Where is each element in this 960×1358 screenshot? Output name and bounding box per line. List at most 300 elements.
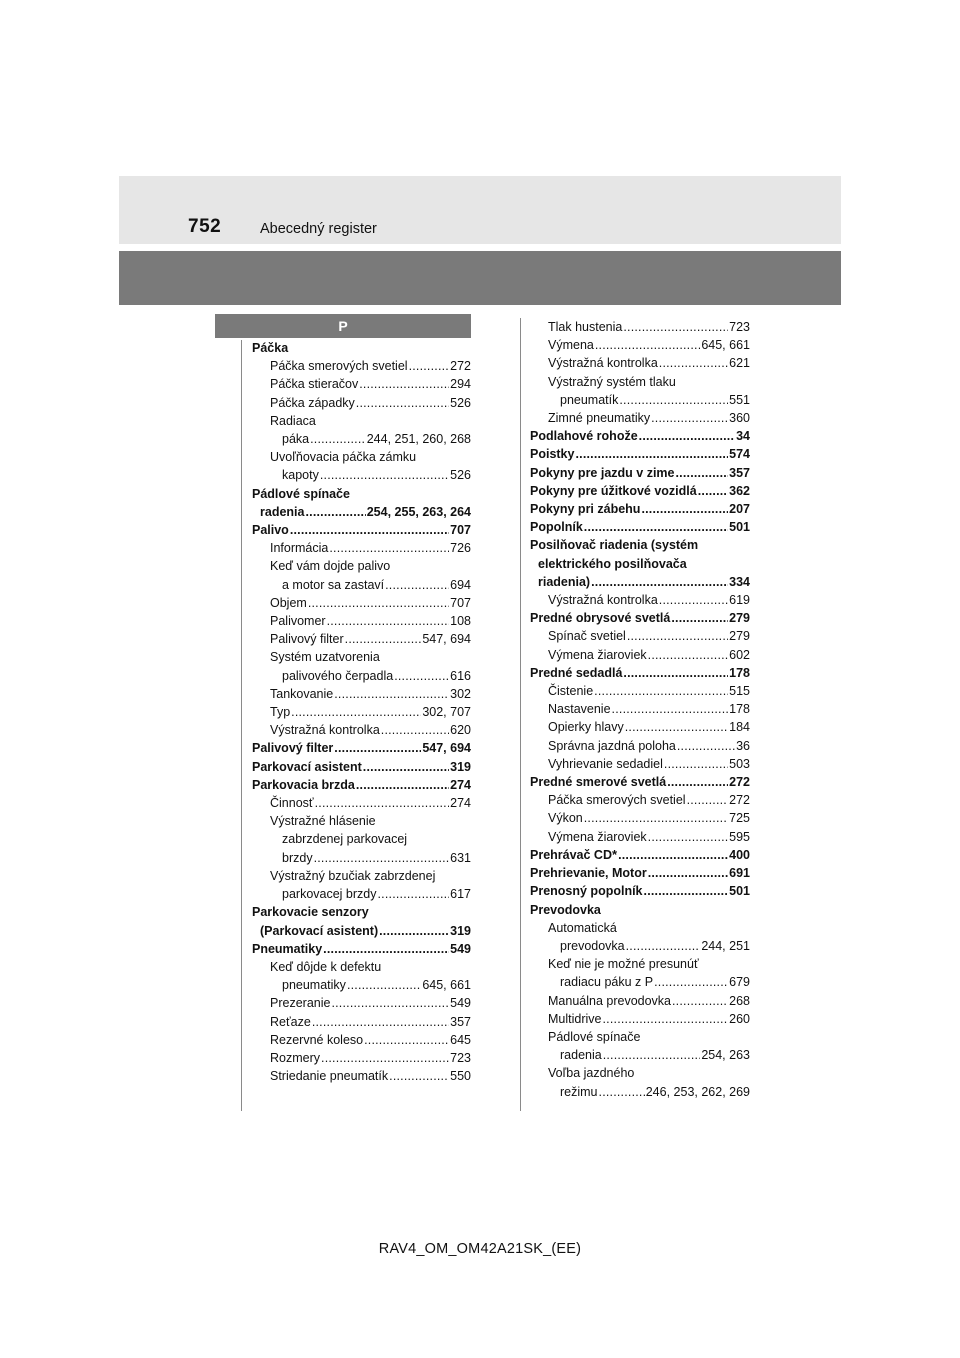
dot-leader bbox=[385, 576, 449, 594]
index-entry bbox=[252, 976, 471, 994]
entry-term: Multidrive bbox=[548, 1011, 602, 1026]
dot-leader bbox=[320, 466, 449, 484]
index-entry bbox=[530, 955, 750, 973]
entry-term: Výkon bbox=[548, 811, 583, 826]
entry-page-ref: 244, 251, 260, 268 bbox=[366, 432, 471, 447]
dot-leader bbox=[329, 539, 449, 557]
index-entry bbox=[252, 885, 471, 903]
entry-term: Páčka smerových svetiel bbox=[548, 793, 686, 808]
index-entry bbox=[530, 755, 750, 773]
entry-page-ref: 334 bbox=[729, 574, 750, 589]
entry-page-ref: 268 bbox=[729, 993, 750, 1008]
index-entry bbox=[530, 464, 750, 482]
entry-page-ref: 707 bbox=[450, 595, 471, 610]
entry-page-ref: 501 bbox=[729, 520, 750, 535]
index-entry bbox=[252, 667, 471, 685]
index-entry bbox=[530, 591, 750, 609]
index-entry bbox=[252, 812, 471, 830]
index-entry bbox=[252, 721, 471, 739]
index-entry bbox=[530, 1064, 750, 1082]
entry-page-ref: 621 bbox=[729, 356, 750, 371]
entry-page-ref: 279 bbox=[729, 629, 750, 644]
index-entry bbox=[252, 1049, 471, 1067]
column-rule-left bbox=[241, 340, 242, 1111]
index-entry bbox=[252, 922, 471, 940]
index-entry bbox=[252, 830, 471, 848]
entry-page-ref: 619 bbox=[729, 593, 750, 608]
entry-term: Tlak hustenia bbox=[548, 320, 623, 334]
entry-term: Prehrievanie, Motor bbox=[530, 866, 647, 881]
index-entry bbox=[530, 354, 750, 372]
entry-page-ref: 254, 255, 263, 264 bbox=[366, 504, 471, 519]
dot-leader bbox=[314, 849, 450, 867]
dot-leader bbox=[687, 791, 729, 809]
entry-page-ref: 679 bbox=[729, 975, 750, 990]
entry-page-ref: 526 bbox=[450, 395, 471, 410]
entry-term: Predné smerové svetlá bbox=[530, 775, 667, 790]
entry-term: Pokyny pre úžitkové vozidlá bbox=[530, 483, 697, 498]
entry-page-ref: 108 bbox=[450, 614, 471, 629]
entry-term: Keď nie je možné presunúť bbox=[548, 957, 699, 972]
index-entry bbox=[252, 685, 471, 703]
entry-page-ref: 274 bbox=[450, 777, 471, 792]
dot-leader bbox=[356, 776, 449, 794]
entry-term: Parkovací asistent bbox=[252, 759, 362, 774]
entry-page-ref: 362 bbox=[729, 483, 750, 498]
index-entry bbox=[530, 882, 750, 900]
entry-term: Výstražný bzučiak zabrzdenej bbox=[270, 868, 436, 883]
dot-leader bbox=[305, 503, 365, 521]
entry-term: Popolník bbox=[530, 520, 583, 535]
entry-term: Pádlové spínače bbox=[548, 1029, 641, 1044]
dot-leader bbox=[612, 700, 729, 718]
index-entry bbox=[530, 609, 750, 627]
entry-page-ref: 244, 251 bbox=[701, 938, 750, 953]
dot-leader bbox=[334, 739, 421, 757]
entry-page-ref: 574 bbox=[729, 447, 750, 462]
entry-page-ref: 723 bbox=[450, 1050, 471, 1065]
entry-page-ref: 547, 694 bbox=[422, 632, 471, 647]
entry-page-ref: 294 bbox=[450, 377, 471, 392]
entry-term: Čistenie bbox=[548, 684, 594, 699]
dot-leader bbox=[667, 773, 728, 791]
index-entry bbox=[530, 700, 750, 718]
entry-page-ref: 645, 661 bbox=[422, 978, 471, 993]
entry-term: Prehrávač CD bbox=[530, 847, 612, 862]
dot-leader bbox=[308, 594, 449, 612]
entry-page-ref: 207 bbox=[729, 502, 750, 517]
index-entry bbox=[252, 394, 471, 412]
index-entry bbox=[252, 867, 471, 885]
dot-leader bbox=[659, 591, 728, 609]
dot-leader bbox=[312, 1013, 449, 1031]
index-entry bbox=[252, 521, 471, 539]
index-entry bbox=[252, 994, 471, 1012]
entry-page-ref: 360 bbox=[729, 411, 750, 426]
dot-leader bbox=[347, 976, 421, 994]
entry-term: Výstražná kontrolka bbox=[270, 723, 380, 738]
entry-page-ref: 551 bbox=[729, 392, 750, 407]
entry-term: (Parkovací asistent) bbox=[260, 923, 379, 938]
entry-term: Informácia bbox=[270, 541, 329, 556]
dot-leader bbox=[584, 809, 728, 827]
entry-term: a motor sa zastaví bbox=[282, 577, 385, 592]
dot-leader bbox=[648, 864, 728, 882]
entry-term: Prevodovka bbox=[530, 902, 601, 917]
entry-term: Podlahové rohože bbox=[530, 429, 638, 444]
entry-page-ref: 549 bbox=[450, 996, 471, 1011]
entry-page-ref: 260 bbox=[729, 1011, 750, 1026]
dot-leader bbox=[327, 612, 450, 630]
entry-page-ref: 515 bbox=[729, 684, 750, 699]
index-entry bbox=[530, 973, 750, 991]
entry-term: Reťaze bbox=[270, 1014, 311, 1029]
index-letter-heading: P bbox=[215, 314, 471, 338]
entry-page-ref: 723 bbox=[729, 320, 750, 334]
index-entry bbox=[252, 703, 471, 721]
index-entry bbox=[252, 1031, 471, 1049]
dot-leader bbox=[664, 755, 728, 773]
dot-leader bbox=[623, 664, 728, 682]
entry-page-ref: 36 bbox=[736, 738, 750, 753]
index-entry bbox=[530, 555, 750, 573]
index-entry bbox=[530, 791, 750, 809]
dot-leader bbox=[644, 882, 729, 900]
index-entry bbox=[530, 737, 750, 755]
entry-term: Pokyny pri zábehu bbox=[530, 502, 641, 517]
entry-term: Páčka smerových svetiel bbox=[270, 359, 408, 374]
entry-term: Páčka bbox=[252, 341, 289, 355]
entry-term: pneumatík bbox=[560, 392, 619, 407]
dot-leader bbox=[345, 630, 422, 648]
entry-term: páka bbox=[282, 432, 310, 447]
index-entry bbox=[530, 809, 750, 827]
dot-leader bbox=[321, 1049, 449, 1067]
index-entry bbox=[530, 1046, 750, 1064]
index-entry bbox=[252, 430, 471, 448]
entry-term: Výstražné hlásenie bbox=[270, 814, 376, 829]
entry-page-ref: 725 bbox=[729, 811, 750, 826]
dot-leader bbox=[654, 973, 728, 991]
entry-page-ref: 357 bbox=[729, 465, 750, 480]
entry-term: Zimné pneumatiky bbox=[548, 411, 651, 426]
dot-leader bbox=[575, 445, 728, 463]
dot-leader bbox=[323, 940, 449, 958]
entry-page-ref: 645 bbox=[450, 1032, 471, 1047]
entry-term: Páčka západky bbox=[270, 395, 355, 410]
index-entry bbox=[252, 466, 471, 484]
entry-term: Páčka stieračov bbox=[270, 377, 359, 392]
entry-term: pneumatiky bbox=[282, 978, 346, 993]
entry-page-ref: 274 bbox=[450, 796, 471, 811]
dot-leader bbox=[331, 994, 449, 1012]
dot-leader bbox=[619, 391, 728, 409]
index-entry bbox=[252, 648, 471, 666]
dot-leader bbox=[389, 1067, 449, 1085]
index-column-left bbox=[252, 339, 471, 1085]
entry-page-ref: 254, 263 bbox=[701, 1048, 750, 1063]
entry-term: Rezervné koleso bbox=[270, 1032, 364, 1047]
entry-term: Výmena žiaroviek bbox=[548, 829, 647, 844]
entry-term: Spínač svetiel bbox=[548, 629, 626, 644]
entry-page-ref: 178 bbox=[729, 665, 750, 680]
entry-page-ref: 645, 661 bbox=[701, 338, 750, 353]
entry-page-ref: 34 bbox=[736, 429, 750, 444]
dot-leader bbox=[677, 737, 735, 755]
entry-term: Výmena žiaroviek bbox=[548, 647, 647, 662]
dot-leader bbox=[290, 521, 449, 539]
dot-leader bbox=[591, 573, 728, 591]
entry-page-ref: 631 bbox=[450, 850, 471, 865]
dot-leader bbox=[378, 885, 450, 903]
entry-term: Systém uzatvorenia bbox=[270, 650, 380, 665]
entry-term: režimu bbox=[560, 1084, 598, 1099]
entry-page-ref: 550 bbox=[450, 1069, 471, 1084]
header-background bbox=[119, 176, 841, 244]
index-entry bbox=[252, 576, 471, 594]
header-band bbox=[119, 251, 841, 305]
dot-leader bbox=[595, 336, 700, 354]
index-entry bbox=[530, 718, 750, 736]
dot-leader bbox=[359, 375, 449, 393]
column-rule-middle bbox=[520, 318, 521, 1111]
entry-page-ref: 617 bbox=[450, 887, 471, 902]
index-entry bbox=[530, 901, 750, 919]
index-entry bbox=[530, 1028, 750, 1046]
entry-page-ref: 691 bbox=[729, 866, 750, 881]
dot-leader bbox=[381, 721, 449, 739]
index-entry bbox=[530, 682, 750, 700]
entry-page-ref: 694 bbox=[450, 577, 471, 592]
entry-page-ref: 272 bbox=[729, 775, 750, 790]
index-entry bbox=[252, 776, 471, 794]
index-entry bbox=[252, 758, 471, 776]
dot-leader bbox=[394, 667, 449, 685]
index-entry bbox=[252, 539, 471, 557]
entry-page-ref: 501 bbox=[729, 884, 750, 899]
entry-term: Keď dôjde k defektu bbox=[270, 959, 382, 974]
entry-page-ref: 503 bbox=[729, 756, 750, 771]
entry-term: Voľba jazdného bbox=[548, 1066, 635, 1081]
entry-page-ref: 595 bbox=[729, 829, 750, 844]
index-entry bbox=[530, 427, 750, 445]
index-entry bbox=[252, 630, 471, 648]
entry-term: Prenosný popolník bbox=[530, 884, 643, 899]
dot-leader bbox=[623, 318, 728, 336]
index-entry bbox=[530, 992, 750, 1010]
entry-term: zabrzdenej parkovacej bbox=[282, 832, 408, 847]
entry-term: Uvoľňovacia páčka zámku bbox=[270, 450, 417, 465]
dot-leader bbox=[672, 992, 728, 1010]
dot-leader bbox=[625, 718, 728, 736]
dot-leader bbox=[334, 685, 449, 703]
footnote-mark: * bbox=[612, 846, 618, 862]
dot-leader bbox=[698, 482, 728, 500]
entry-page-ref: 620 bbox=[450, 723, 471, 738]
entry-term: Palivomer bbox=[270, 614, 326, 629]
entry-term: Výstražná kontrolka bbox=[548, 356, 658, 371]
dot-leader bbox=[603, 1010, 729, 1028]
entry-page-ref: 302, 707 bbox=[422, 705, 471, 720]
entry-term: radenia bbox=[260, 504, 305, 519]
index-entry bbox=[252, 594, 471, 612]
entry-page-ref: 547, 694 bbox=[422, 741, 471, 756]
dot-leader bbox=[379, 922, 449, 940]
entry-term: Prezeranie bbox=[270, 996, 331, 1011]
dot-leader bbox=[651, 409, 728, 427]
entry-term: elektrického posilňovača bbox=[538, 556, 687, 571]
entry-term: Palivo bbox=[252, 523, 289, 538]
entry-term: Správna jazdná poloha bbox=[548, 738, 676, 753]
index-entry bbox=[252, 794, 471, 812]
entry-term: riadenia) bbox=[538, 574, 591, 589]
entry-page-ref: 549 bbox=[450, 941, 471, 956]
index-entry bbox=[252, 739, 471, 757]
dot-leader bbox=[364, 1031, 449, 1049]
index-entry bbox=[530, 536, 750, 554]
entry-page-ref: 178 bbox=[729, 702, 750, 717]
index-column-right bbox=[530, 318, 750, 1101]
index-entry bbox=[530, 500, 750, 518]
entry-page-ref: 526 bbox=[450, 468, 471, 483]
entry-term: Tankovanie bbox=[270, 686, 334, 701]
dot-leader bbox=[659, 354, 728, 372]
entry-page-ref: 302 bbox=[450, 686, 471, 701]
index-entry bbox=[252, 903, 471, 921]
dot-leader bbox=[409, 357, 450, 375]
entry-term: Opierky hlavy bbox=[548, 720, 624, 735]
entry-term: Typ bbox=[270, 705, 291, 720]
index-entry bbox=[252, 503, 471, 521]
entry-term: Výmena bbox=[548, 338, 594, 353]
entry-term: Parkovacia brzda bbox=[252, 777, 355, 792]
document-code-footer: RAV4_OM_OM42A21SK_(EE) bbox=[378, 1241, 582, 1257]
entry-term: Parkovacie senzory bbox=[252, 905, 369, 920]
index-entry bbox=[530, 482, 750, 500]
index-entry bbox=[530, 864, 750, 882]
dot-leader bbox=[648, 828, 728, 846]
entry-page-ref: 319 bbox=[450, 759, 471, 774]
entry-term: Vyhrievanie sedadiel bbox=[548, 756, 663, 771]
dot-leader bbox=[363, 758, 449, 776]
dot-leader bbox=[603, 1046, 701, 1064]
entry-page-ref: 707 bbox=[450, 523, 471, 538]
index-entry bbox=[252, 357, 471, 375]
entry-page-ref: 272 bbox=[450, 359, 471, 374]
index-entry bbox=[252, 612, 471, 630]
index-entry bbox=[252, 339, 471, 357]
index-entry bbox=[252, 1067, 471, 1085]
entry-page-ref: 272 bbox=[729, 793, 750, 808]
index-entry bbox=[530, 1010, 750, 1028]
entry-term: Radiaca bbox=[270, 413, 316, 428]
entry-term: Pneumatiky bbox=[252, 941, 323, 956]
entry-page-ref: 184 bbox=[729, 720, 750, 735]
dot-leader bbox=[627, 627, 728, 645]
entry-page-ref: 246, 253, 262, 269 bbox=[645, 1084, 750, 1099]
index-entry bbox=[530, 627, 750, 645]
entry-term: Predné sedadlá bbox=[530, 665, 623, 680]
dot-leader bbox=[618, 846, 728, 864]
entry-page-ref: 400 bbox=[729, 847, 750, 862]
dot-leader bbox=[648, 646, 728, 664]
index-entry bbox=[530, 773, 750, 791]
entry-term: radiacu páku z P bbox=[560, 975, 654, 990]
entry-page-ref: 726 bbox=[450, 541, 471, 556]
entry-term: Nastavenie bbox=[548, 702, 611, 717]
index-entry bbox=[252, 1013, 471, 1031]
entry-term: prevodovka bbox=[560, 938, 625, 953]
entry-page-ref: 357 bbox=[450, 1014, 471, 1029]
entry-term: Manuálna prevodovka bbox=[548, 993, 671, 1008]
dot-leader bbox=[356, 394, 449, 412]
dot-leader bbox=[671, 609, 728, 627]
entry-term: parkovacej brzdy bbox=[282, 887, 377, 902]
index-entry bbox=[530, 828, 750, 846]
entry-term: Objem bbox=[270, 595, 307, 610]
index-entry bbox=[530, 573, 750, 591]
dot-leader bbox=[641, 500, 728, 518]
index-entry bbox=[252, 412, 471, 430]
dot-leader bbox=[584, 518, 728, 536]
entry-page-ref: 602 bbox=[729, 647, 750, 662]
index-entry bbox=[530, 445, 750, 463]
index-entry bbox=[252, 557, 471, 575]
entry-term: Keď vám dojde palivo bbox=[270, 559, 391, 574]
dot-leader bbox=[315, 794, 450, 812]
index-entry bbox=[530, 318, 750, 336]
index-entry bbox=[530, 937, 750, 955]
entry-term: Pádlové spínače bbox=[252, 486, 350, 501]
index-entry bbox=[530, 518, 750, 536]
entry-term: brzdy bbox=[282, 850, 313, 865]
index-entry bbox=[530, 919, 750, 937]
index-entry bbox=[252, 375, 471, 393]
entry-term: Činnosť bbox=[270, 796, 314, 811]
entry-term: Predné obrysové svetlá bbox=[530, 611, 671, 626]
entry-term: Pokyny pre jazdu v zime bbox=[530, 465, 675, 480]
entry-term: Posilňovač riadenia (systém bbox=[530, 538, 699, 553]
entry-term: palivového čerpadla bbox=[282, 668, 394, 683]
entry-term: Rozmery bbox=[270, 1050, 321, 1065]
entry-term: Výstražný systém tlaku bbox=[548, 374, 676, 389]
index-entry bbox=[530, 664, 750, 682]
dot-leader bbox=[599, 1083, 645, 1101]
index-entry bbox=[530, 336, 750, 354]
dot-leader bbox=[676, 464, 729, 482]
index-entry bbox=[252, 448, 471, 466]
entry-term: kapoty bbox=[282, 468, 319, 483]
entry-page-ref: 616 bbox=[450, 668, 471, 683]
index-entry bbox=[530, 1083, 750, 1101]
index-entry bbox=[252, 485, 471, 503]
entry-term: Palivový filter bbox=[252, 741, 334, 756]
index-entry bbox=[252, 940, 471, 958]
page-number: 752 bbox=[188, 216, 222, 237]
dot-leader bbox=[626, 937, 701, 955]
index-entry bbox=[530, 409, 750, 427]
index-entry bbox=[530, 391, 750, 409]
section-title: Abecedný register bbox=[260, 221, 377, 237]
dot-leader bbox=[310, 430, 366, 448]
dot-leader bbox=[594, 682, 728, 700]
entry-term: Striedanie pneumatík bbox=[270, 1069, 389, 1084]
entry-term: Automatická bbox=[548, 920, 617, 935]
entry-term: Palivový filter bbox=[270, 632, 344, 647]
dot-leader bbox=[291, 703, 421, 721]
index-entry bbox=[252, 958, 471, 976]
entry-term: radenia bbox=[560, 1048, 602, 1063]
